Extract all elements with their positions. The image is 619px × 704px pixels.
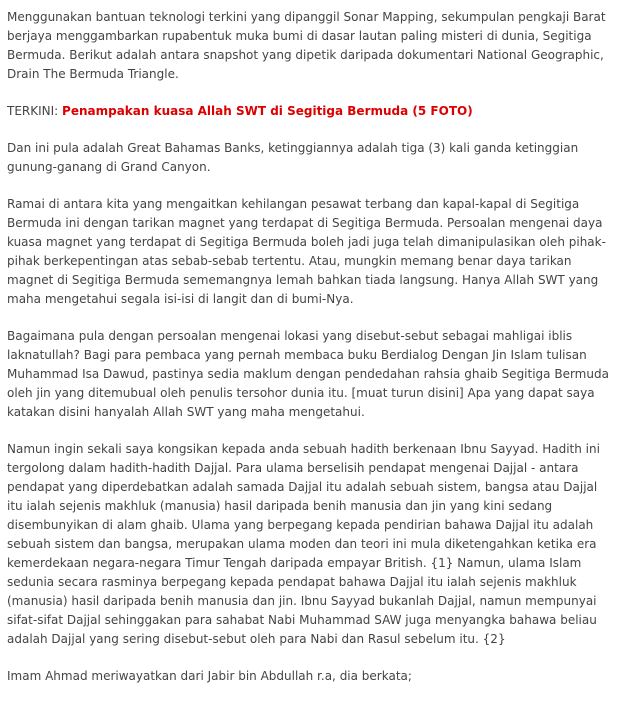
terkini-line bbox=[7, 102, 613, 121]
terkini-label: TERKINI: bbox=[7, 104, 63, 118]
paragraph-magnet: Ramai di antara kita yang mengaitkan kehilangan pesawat terbang dan kapal-kapal di Segitiga Bermuda ini dengan tarikan magnet yang terdapat di Segitiga Bermuda. Persoalan mengenai daya kuasa magnet yang terdapat di Segitiga Bermuda boleh jadi juga telah dimanipulasikan oleh pihak-pihak berkepentingan atas sebab-sebab tertentu. Atau, mungkin memang benar daya tarikan magnet di Segitiga Bermuda sememangnya lemah bahkan tiada langsung. Hanya Allah SWT yang maha mengetahui segala isi-isi di langit dan di bumi-Nya. bbox=[7, 197, 606, 306]
paragraph-ibnu-sayyad: Namun ingin sekali saya kongsikan kepada anda sebuah hadith berkenaan Ibnu Sayyad. Hadith ini tergolong dalam hadith-hadith Dajjal. Para ulama berselisih pendapat mengenai Dajjal - antara pendapat yang diperdebatkan adalah samada Dajjal itu adalah sebuah sistem, bangsa atau Dajjal itu ialah sejenis makhluk (manusia) hasil daripada benih manusia dan jin yang kini sedang disembunyikan di alam ghaib. Ulama yang berpegang kepada pendirian bahawa Dajjal itu adalah sebuah sistem dan bangsa, merupakan ulama moden dan teori ini mula diketengahkan ketika era kemerdekaan negara-negara Timur Tengah daripada empayar British. {1} Namun, ulama Islam sedunia secara rasminya berpegang kepada pendapat bahawa Dajjal itu ialah sejenis makhluk (manusia) hasil daripada benih manusia dan jin. Ibnu Sayyad bukanlah Dajjal, namun mempunyai sifat-sifat Dajjal sehinggakan para sahabat Nabi Muhammad SAW juga menyangka bahawa beliau adalah Dajjal yang sering disebut-sebut oleh para Nabi dan Rasul sebelum itu. {2} bbox=[7, 442, 600, 646]
article-body bbox=[7, 8, 613, 704]
paragraph-sonar-mapping: Menggunakan bantuan teknologi terkini yang dipanggil Sonar Mapping, sekumpulan pengkaji Barat berjaya menggambarkan rupabentuk muka bumi di dasar lautan paling misteri di dunia, Segitiga Bermuda. Berikut adalah antara snapshot yang dipetik daripada dokumentari National Geographic, Drain The Bermuda Triangle. bbox=[7, 10, 606, 81]
paragraph-mahligai-iblis: Bagaimana pula dengan persoalan mengenai lokasi yang disebut-sebut sebagai mahligai iblis laknatullah? Bagi para pembaca yang pernah membaca buku Berdialog Dengan Jin Islam tulisan Muhammad Isa Dawud, pastinya sedia maklum dengan pendedahan rahsia ghaib Segitiga Bermuda oleh jin yang ditemubual oleh penulis tersohor dunia itu. [muat turun disini] Apa yang dapat saya katakan disini hanyalah Allah SWT yang maha mengetahui. bbox=[7, 329, 609, 419]
paragraph-imam-ahmad: Imam Ahmad meriwayatkan dari Jabir bin Abdullah r.a, dia berkata; bbox=[7, 669, 412, 683]
terkini-article-link[interactable]: Penampakan kuasa Allah SWT di Segitiga Bermuda (5 FOTO) bbox=[62, 104, 473, 118]
paragraph-great-bahamas-banks: Dan ini pula adalah Great Bahamas Banks, ketinggiannya adalah tiga (3) kali ganda ketinggian gunung-ganang di Grand Canyon. bbox=[7, 141, 579, 174]
